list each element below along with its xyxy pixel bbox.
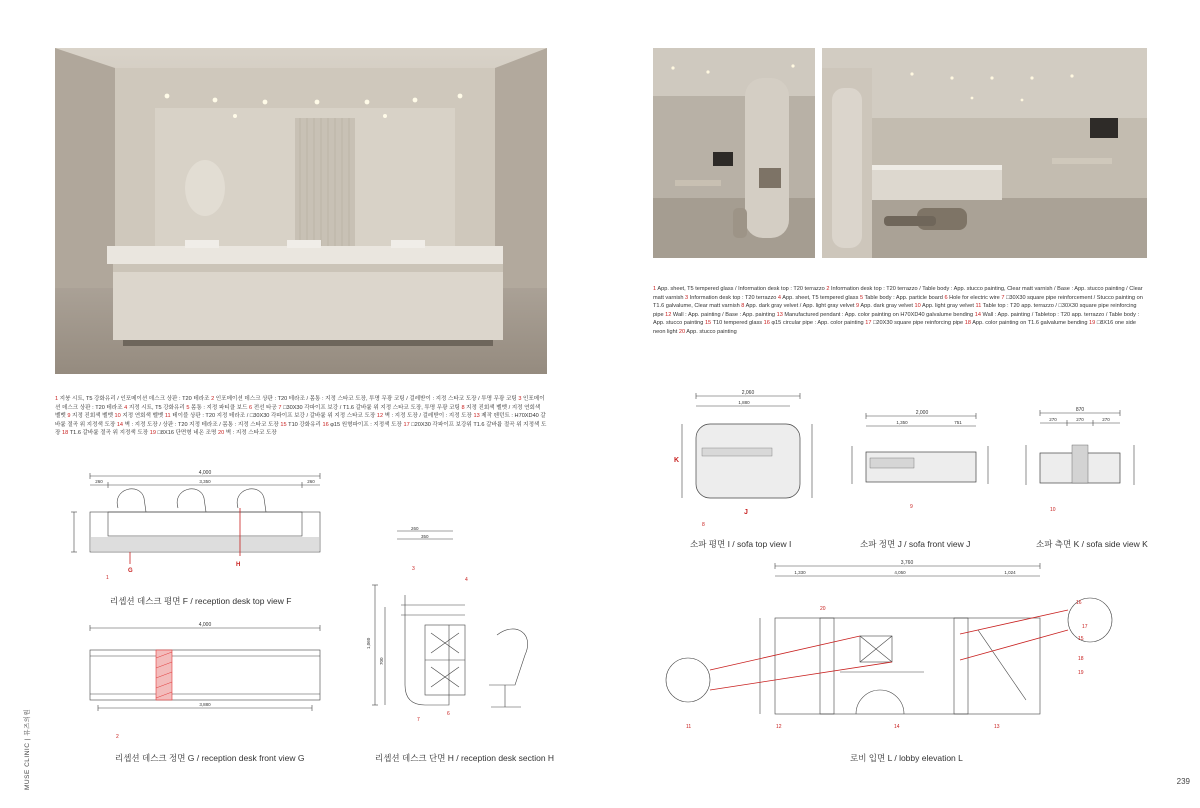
caption-text: 지정 진회색 벨벳 [70, 413, 115, 420]
caption-number: 9 [67, 413, 71, 420]
svg-text:3: 3 [412, 566, 415, 572]
drawing-sofa-front-view [840, 410, 1000, 530]
caption-number: 11 [164, 413, 171, 420]
caption-number: 10 [114, 413, 121, 420]
svg-text:3,880: 3,880 [199, 702, 211, 707]
caption-text: App. stucco painting [685, 328, 737, 335]
caption-number: 8 [461, 404, 465, 411]
drawing-l-title: 로비 입면 L / lobby elevation L [850, 753, 963, 763]
caption-number: 16 [763, 320, 770, 327]
caption-text: App. color painting on T1.6 galvalume bending [970, 320, 1090, 327]
svg-text:J: J [744, 509, 748, 516]
caption-number: 15 [280, 421, 287, 428]
caption-text: Wall : App. painting / Tabletop : T20 app. terrazzo / Table body : App. stucco painting [653, 311, 1140, 327]
caption-text: 벽 : 지정 도장 / 걸레받이 : 지정 도장 [383, 413, 474, 420]
caption-text: Information desk top : T20 terrazzo / Table body : App. stucco painting, Clear matt varnish / Base : App. stucco painting / Clear matt varnish [653, 286, 1143, 301]
caption-number: 17 [403, 421, 410, 428]
caption-text: □30X30 각파이프 보강 / T1.6 갈바륨 위 지정 스타코 도장, 투명 무광 코팅 [281, 404, 462, 411]
svg-text:18: 18 [1078, 656, 1084, 662]
svg-text:3,760: 3,760 [900, 560, 914, 566]
caption-number: 7 [1001, 294, 1005, 301]
svg-text:7: 7 [417, 717, 420, 723]
caption-text: 벽 : 지정 도장 / 상판 : T20 지정 테라조 / 몸통 : 지정 스타코 도장 [123, 421, 281, 428]
caption-text: App. light gray velvet [920, 303, 976, 310]
caption-number: 18 [61, 430, 69, 437]
caption-number: 1 [653, 286, 657, 292]
drawing-reception-section [365, 525, 550, 725]
caption-number: 4 [777, 294, 782, 301]
svg-text:4,000: 4,000 [198, 470, 212, 476]
caption-number: 20 [218, 430, 225, 437]
caption-text: Hole for electric wire [947, 294, 1002, 301]
svg-text:13: 13 [994, 724, 1000, 730]
svg-text:4,000: 4,000 [198, 622, 212, 628]
caption-number: 6 [944, 294, 948, 301]
svg-text:1,024: 1,024 [1004, 570, 1016, 575]
caption-number: 9 [856, 303, 860, 310]
caption-number: 8 [741, 303, 745, 310]
caption-text: Information desk top : T20 terrazzo [688, 294, 778, 301]
caption-number: 14 [116, 421, 124, 428]
drawing-lobby-elevation [660, 560, 1150, 750]
svg-text:2,000: 2,000 [915, 410, 929, 416]
drawing-i-title: 소파 평면 I / sofa top view I [690, 539, 792, 549]
running-header: MUSE CLINIC | 뮤즈의원 [24, 708, 31, 790]
caption-number: 6 [249, 404, 253, 411]
svg-text:1,060: 1,060 [366, 637, 371, 649]
svg-text:4: 4 [465, 577, 468, 583]
caption-text: 테이블 상판 : T20 지정 테라조 / □30X30 각파이프 보강 / 갈바륨 위 지정 스타코 도장 [170, 413, 377, 420]
caption-text: φ15 원형파이프 : 지정색 도장 [328, 421, 404, 428]
svg-text:G: G [128, 568, 133, 574]
drawing-k-title: 소파 측면 K / sofa side view K [1036, 539, 1148, 549]
caption-text: 지붕 시트, T5 강화유리 / 인포메이션 데스크 상판 : T20 테라조 [58, 396, 212, 402]
lobby-photo-1 [653, 48, 815, 258]
caption-text: App. sheet, T5 tempered glass / Information desk top : T20 terrazzo [656, 286, 827, 292]
caption-number: 1 [55, 396, 59, 402]
svg-text:270: 270 [1102, 417, 1110, 422]
caption-number: 19 [149, 430, 156, 437]
caption-number: 19 [1089, 320, 1096, 327]
svg-text:12: 12 [776, 724, 782, 730]
caption-text: App. dark gray velvet [859, 303, 915, 310]
svg-text:260: 260 [411, 526, 419, 531]
caption-text: 지정 연회색 벨벳 [120, 413, 165, 420]
drawing-sofa-top-view [672, 390, 832, 530]
caption-text: T10 tempered glass [711, 320, 764, 327]
caption-number: 2 [826, 286, 830, 292]
svg-text:15: 15 [1078, 636, 1084, 642]
svg-text:3,350: 3,350 [199, 479, 211, 484]
svg-text:6: 6 [447, 711, 450, 717]
caption-number: 14 [974, 311, 981, 318]
caption-number: 18 [964, 320, 971, 327]
svg-text:4,050: 4,050 [894, 570, 906, 575]
svg-text:2: 2 [116, 734, 119, 740]
caption-text: App. dark gray velvet / App. light gray velvet [744, 303, 857, 310]
svg-text:16: 16 [1076, 600, 1082, 606]
drawing-sofa-side-view [1010, 405, 1150, 530]
caption-text: □20X30 square pipe reinforcing pipe [871, 320, 965, 327]
caption-number: 16 [322, 421, 329, 428]
svg-text:10: 10 [1050, 507, 1056, 513]
caption-text: 제작 펜던트 : H70XD40 갈바륨 절곡 위 지정색 도장 [55, 413, 546, 428]
caption-number: 2 [211, 396, 215, 402]
svg-text:K: K [674, 457, 680, 464]
svg-text:270: 270 [1076, 417, 1084, 422]
caption-number: 13 [473, 413, 480, 420]
caption-number: 11 [975, 303, 982, 310]
caption-text: App. sheet, T5 tempered glass [781, 294, 860, 301]
caption-text: Table body : App. particle board [863, 294, 945, 301]
caption-text: □20X30 각파이프 보강위 T1.6 갈바륨 절곡 위 지정색 도장 [55, 421, 547, 437]
svg-text:1: 1 [106, 575, 109, 581]
svg-text:260: 260 [307, 479, 315, 484]
caption-text: 전선 타공 [252, 404, 279, 411]
caption-text: □8X16 단면형 네온 조명 [155, 430, 218, 437]
svg-text:1,330: 1,330 [794, 570, 806, 575]
drawing-h-title: 리셉션 데스크 단면 H / reception desk section H [375, 753, 555, 763]
drawing-f-title: 리셉션 데스크 평면 F / reception desk top view F [110, 596, 292, 606]
caption-text: T1.6 갈바륨 절곡 위 지정색 도장 [68, 430, 150, 437]
caption-text: 인포메이션 데스크 상판 : T20 테라조 / 몸통 : 지정 스타코 도장, 투명 무광 코팅 / 걸레받이 : 지정 스타코 도장 / 투명 무광 코팅 [214, 396, 519, 402]
drawing-reception-front-view [60, 622, 350, 747]
caption-korean [55, 395, 547, 438]
caption-number: 12 [376, 413, 384, 420]
caption-number: 12 [665, 311, 672, 318]
reception-photo [55, 48, 547, 374]
svg-text:14: 14 [894, 724, 900, 730]
svg-text:8: 8 [702, 522, 705, 528]
caption-text: □8X16 one side neon light [653, 320, 1136, 335]
caption-text: □30X30 square pipe reinforcement / Stucco painting on T1.6 galvalume, Clear matt varnish [653, 294, 1143, 310]
caption-text: T10 강화유리 [286, 421, 323, 428]
drawing-reception-top-view [60, 468, 350, 583]
caption-english [653, 285, 1147, 337]
caption-number: 3 [518, 396, 522, 402]
lobby-photo-2 [822, 48, 1147, 258]
caption-text: 인포메이션 데스크 상판 : T20 테라조 [55, 396, 545, 411]
svg-text:870: 870 [1075, 407, 1085, 413]
svg-text:11: 11 [686, 724, 692, 730]
caption-number: 5 [859, 294, 864, 301]
svg-text:350: 350 [421, 534, 429, 539]
svg-text:751: 751 [954, 420, 962, 425]
caption-text: Wall : App. painting / Base : App. painting [671, 311, 777, 318]
svg-text:1,350: 1,350 [896, 420, 908, 425]
caption-number: 3 [685, 294, 689, 301]
caption-number: 10 [914, 303, 921, 310]
caption-text: 몸통 : 지정 파티클 보드 [189, 404, 250, 411]
caption-number: 4 [124, 404, 128, 411]
svg-text:17: 17 [1082, 624, 1088, 630]
svg-text:20: 20 [820, 606, 826, 612]
caption-text: 지정 진회색 벨벳 / 지정 연회색 벨벳 [55, 404, 541, 420]
svg-text:1,880: 1,880 [738, 400, 750, 405]
svg-text:260: 260 [95, 479, 103, 484]
drawing-j-title: 소파 정면 J / sofa front view J [860, 539, 971, 549]
svg-text:270: 270 [1049, 417, 1057, 422]
caption-number: 20 [678, 328, 686, 335]
caption-text: 벽 : 지정 스타코 도장 [224, 430, 277, 437]
caption-text: Table top : T20 app. terrazzo / □30X30 square pipe reinforcing pipe [653, 303, 1137, 318]
drawing-g-title: 리셉션 데스크 정면 G / reception desk front view G [115, 753, 305, 763]
caption-number: 13 [776, 311, 783, 318]
svg-text:H: H [236, 562, 241, 568]
svg-text:2,060: 2,060 [741, 390, 755, 396]
caption-text: φ15 circular pipe : App. color painting [769, 320, 866, 327]
caption-number: 7 [278, 404, 282, 411]
svg-text:19: 19 [1078, 670, 1084, 676]
svg-text:9: 9 [910, 504, 913, 510]
caption-number: 15 [704, 320, 712, 327]
caption-text: 지정 시트, T5 강화유리 [127, 404, 187, 411]
caption-number: 5 [186, 404, 190, 411]
svg-text:700: 700 [379, 657, 384, 665]
page-number: 239 [1176, 777, 1190, 786]
caption-number: 17 [865, 320, 872, 327]
caption-text: Manufactured pendant : App. color painting on H70XD40 galvalume bending [782, 311, 975, 318]
